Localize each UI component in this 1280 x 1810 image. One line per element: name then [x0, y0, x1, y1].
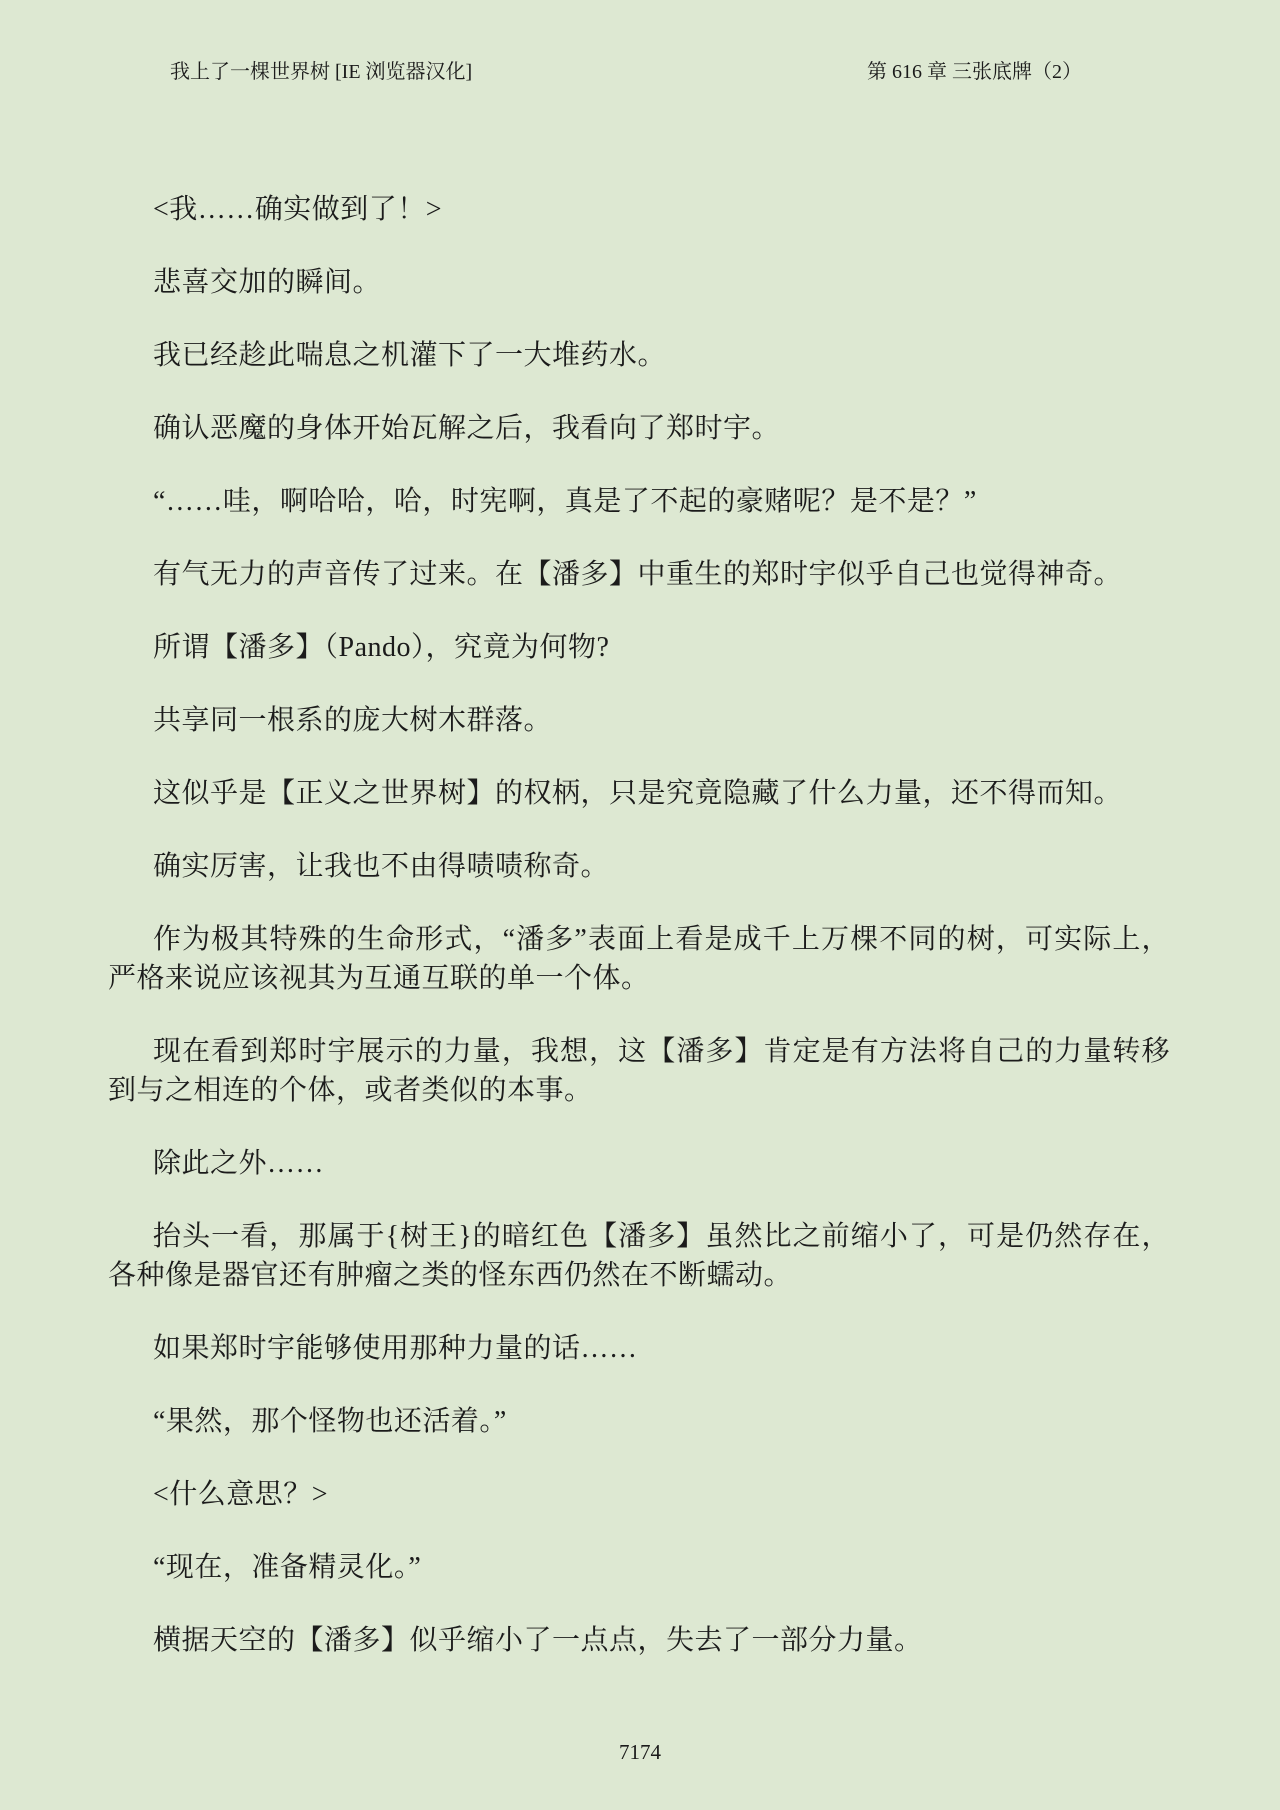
- paragraph: 除此之外……: [153, 1148, 325, 1179]
- page-number: 7174: [619, 1740, 661, 1764]
- paragraph: 悲喜交加的瞬间。: [153, 267, 382, 298]
- paragraph: 确认恶魔的身体开始瓦解之后，我看向了郑时宇。: [153, 413, 781, 444]
- paragraph: 这似乎是【正义之世界树】的权柄，只是究竟隐藏了什么力量，还不得而知。: [153, 778, 1123, 809]
- paragraph: <什么意思？>: [153, 1479, 329, 1510]
- paragraph: 横据天空的【潘多】似乎缩小了一点点，失去了一部分力量。: [153, 1625, 923, 1656]
- paragraph: 抬头一看，那属于{树王}的暗红色【潘多】虽然比之前缩小了，可是仍然存在，各种像是器官还有肿瘤之类的怪东西仍然在不断蠕动。: [108, 1221, 1170, 1291]
- paragraph: 作为极其特殊的生命形式，“潘多”表面上看是成千上万棵不同的树，可实际上，严格来说应该视其为互通互联的单一个体。: [108, 924, 1170, 994]
- paragraph: 确实厉害，让我也不由得啧啧称奇。: [153, 851, 610, 882]
- paragraph: <我……确实做到了！>: [153, 194, 443, 225]
- chapter-title: 第 616 章 三张底牌（2）: [867, 61, 1082, 83]
- paragraph: “现在，准备精灵化。”: [153, 1552, 422, 1583]
- paragraph: 所谓【潘多】（Pando），究竟为何物?: [153, 632, 610, 663]
- paragraph: 现在看到郑时宇展示的力量，我想，这【潘多】肯定是有方法将自己的力量转移到与之相连的个体，或者类似的本事。: [108, 1036, 1170, 1106]
- paragraph: 共享同一根系的庞大树木群落。: [153, 705, 553, 736]
- page-header: [0, 58, 1280, 86]
- paragraph: 有气无力的声音传了过来。在【潘多】中重生的郑时宇似乎自己也觉得神奇。: [153, 559, 1123, 590]
- book-title: 我上了一棵世界树 [IE 浏览器汉化]: [170, 61, 473, 83]
- paragraph: “果然，那个怪物也还活着。”: [153, 1406, 507, 1437]
- paragraph: 我已经趁此喘息之机灌下了一大堆药水。: [153, 340, 667, 371]
- paragraph: 如果郑时宇能够使用那种力量的话……: [153, 1333, 638, 1364]
- paragraph: “……哇，啊哈哈，哈，时宪啊，真是了不起的豪赌呢？是不是？”: [153, 486, 977, 517]
- page-footer: [0, 1738, 1280, 1766]
- page-body: [108, 190, 1170, 1694]
